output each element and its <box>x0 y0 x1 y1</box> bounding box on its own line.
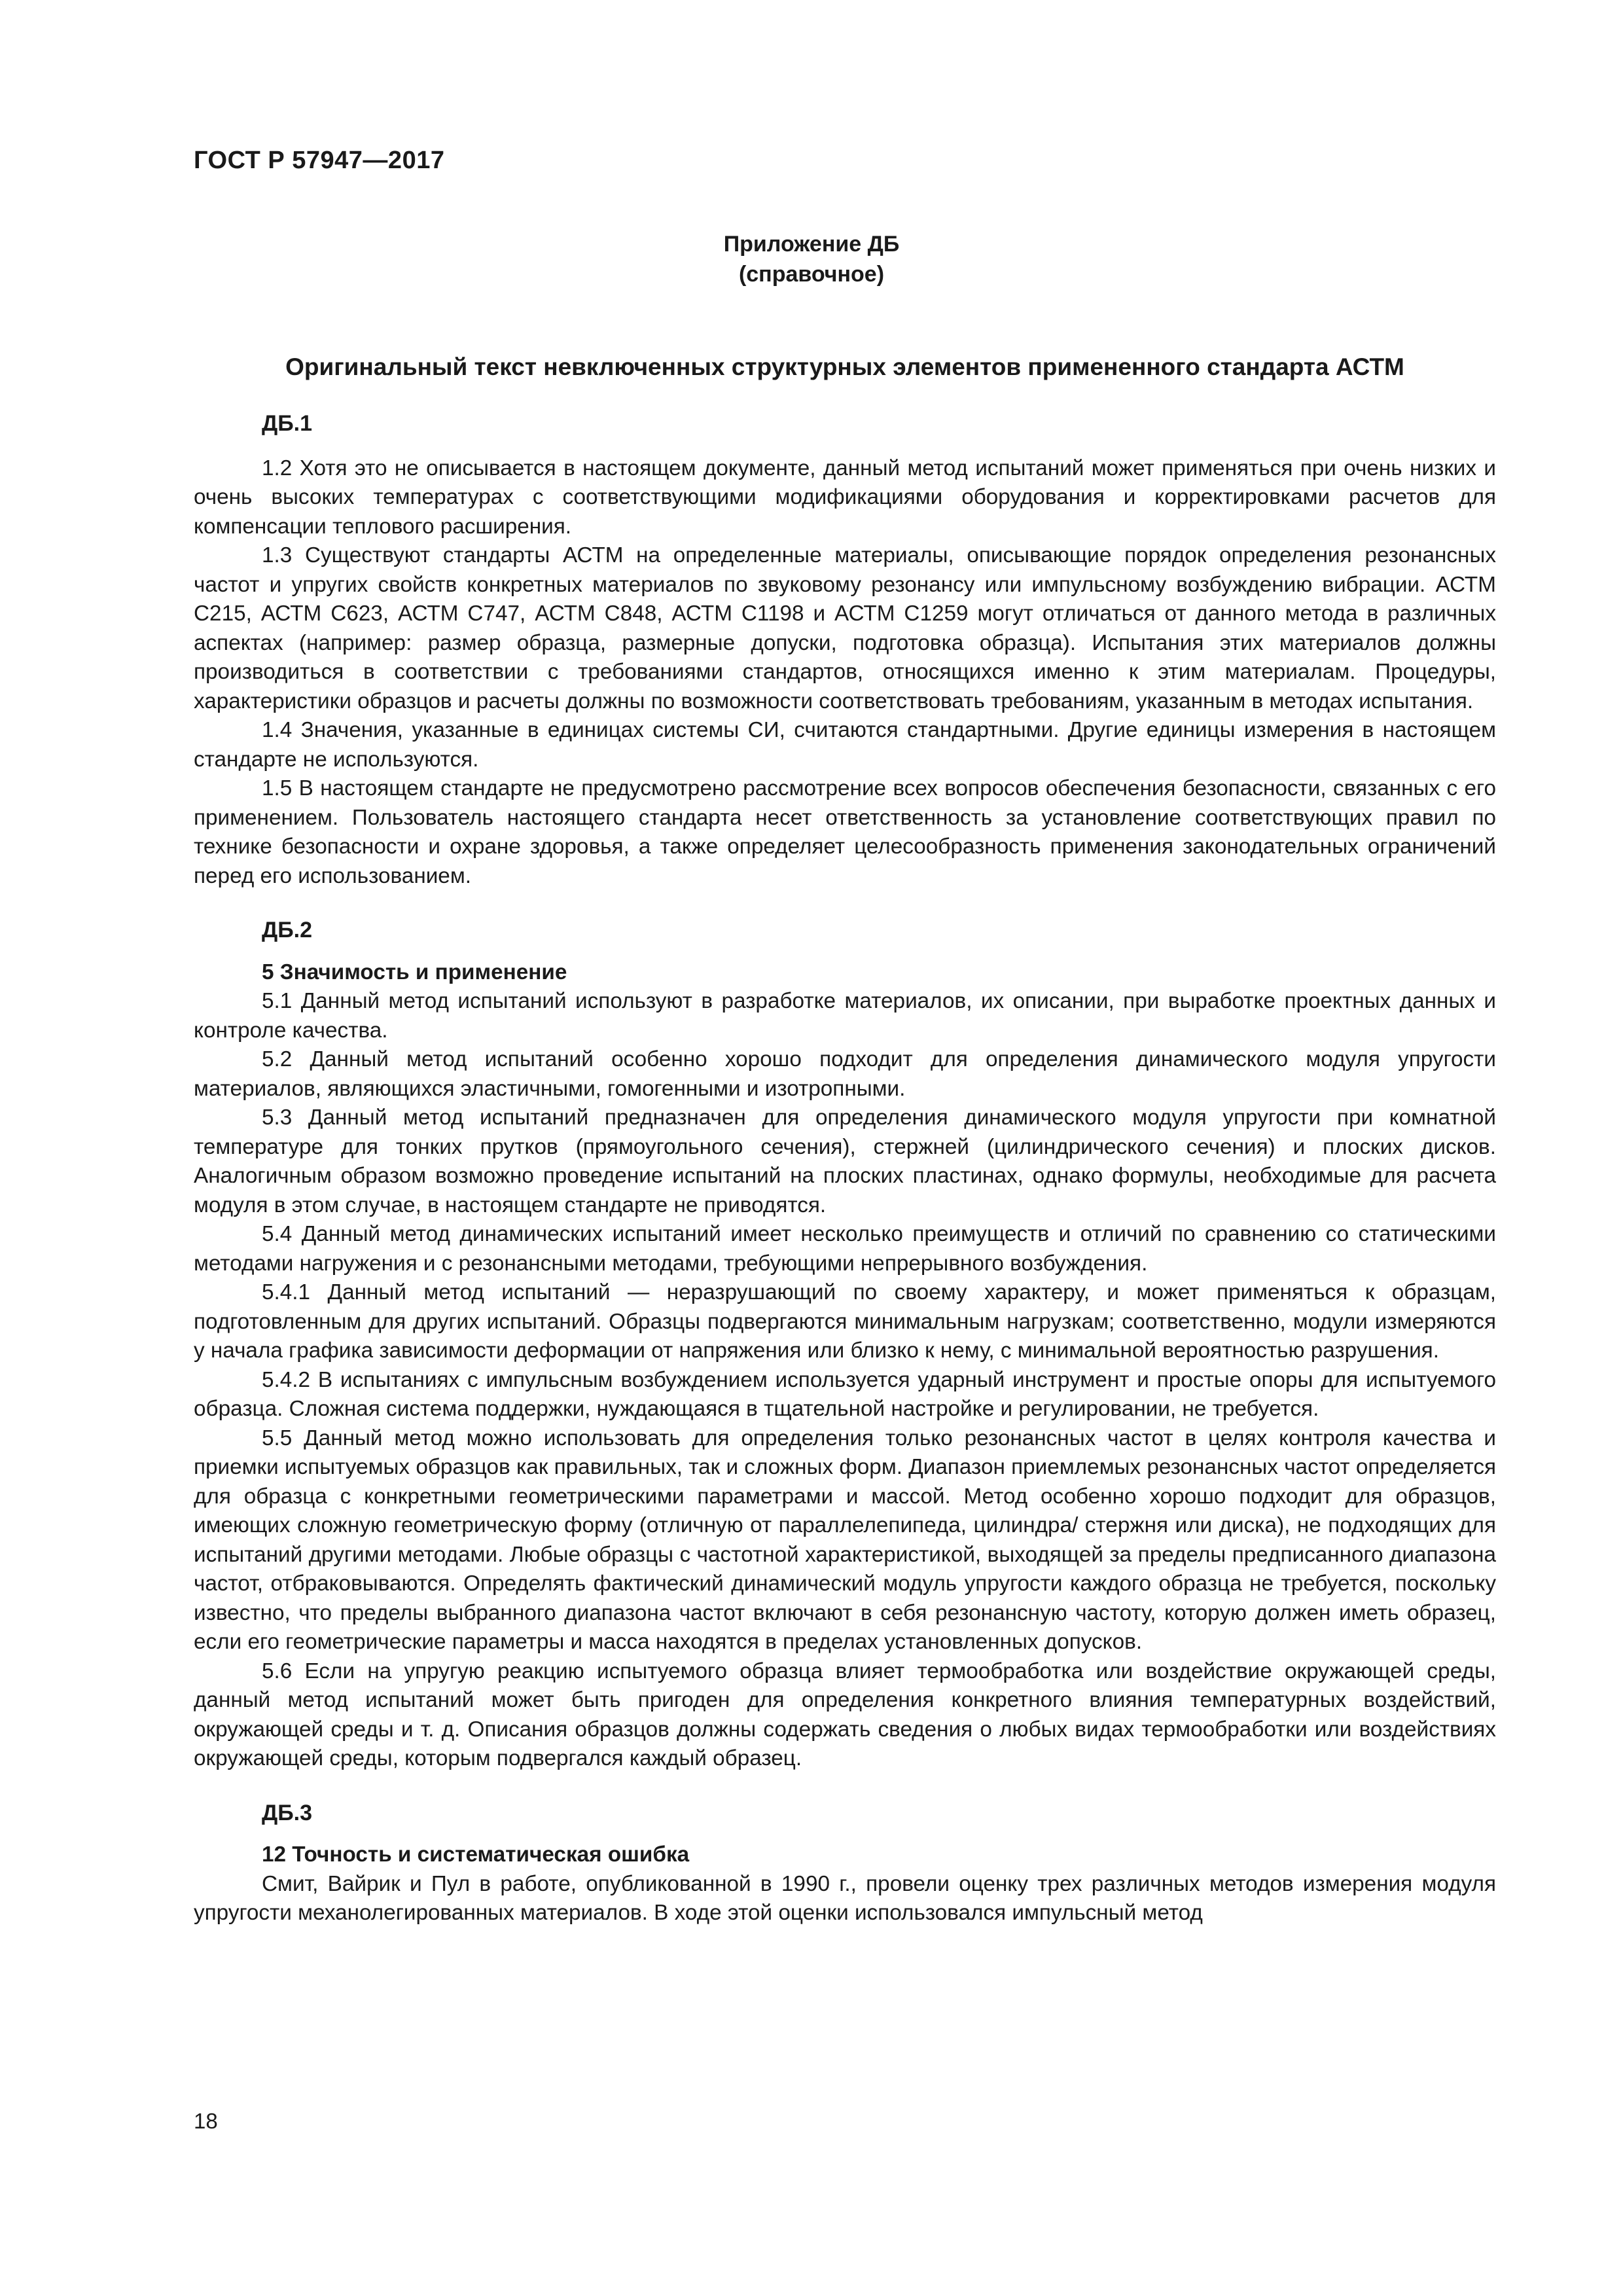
appendix-type: (справочное) <box>738 262 885 287</box>
appendix-heading <box>0 229 1623 289</box>
paragraph-5-4-2: 5.4.2 В испытаниях с импульсным возбуждением используется ударный инструмент и простые опоры для испытуемого образца. Сложная система поддержки, нуждающаяся в тщательной настройке и регулировании, не требуется. <box>194 1367 1496 1421</box>
section-label-db1: ДБ.1 <box>262 411 313 436</box>
paragraph-5-4: 5.4 Данный метод динамических испытаний имеет несколько преимуществ и отличий по сравнению со статическими методами нагружения и с резонансными методами, требующими непрерывного возбуждения. <box>194 1222 1496 1276</box>
paragraph-5-2: 5.2 Данный метод испытаний особенно хорошо подходит для определения динамического модуля упругости материалов, являющихся эластичными, гомогенными и изотропными. <box>194 1047 1496 1101</box>
paragraph-5-6: 5.6 Если на упругую реакцию испытуемого образца влияет термообработка или воздействие окружающей среды, данный метод испытаний может быть пригоден для определения конкретного влияния температурных воздействий, окружающей среды и т. д. Описания образцов должны содержать сведения о любых видах термообработки или воздействиях окружающей среды, которым подвергался каждый образец. <box>194 1659 1496 1770</box>
paragraph-1-3: 1.3 Существуют стандарты АСТМ на определенные материалы, описывающие порядок определения резонансных частот и упругих свойств конкретных материалов по звуковому резонансу или импульсному возбуждению вибрации. АСТМ С215, АСТМ С623, АСТМ С747, АСТМ С848, АСТМ С1198 и АСТМ С1259 могут отличаться от данного метода в различных аспектах (например: размер образца, размерные допуски, подготовка образца). Испытания этих материалов должны производиться в соответствии с требованиями стандартов, относящихся именно к этим материалам. Процедуры, характеристики образцов и расчеты должны по возможности соответствовать требованиям, указанным в методах испытания. <box>194 543 1496 713</box>
paragraph-1-2: 1.2 Хотя это не описывается в настоящем документе, данный метод испытаний может применяться при очень низких и очень высоких температурах с соответствующими модификациями оборудования и корректировками расчетов для компенсации теплового расширения. <box>194 456 1496 539</box>
section-label-db3: ДБ.3 <box>262 1800 313 1825</box>
appendix-title: Оригинальный текст невключенных структурных элементов примененного стандарта АСТМ <box>285 353 1404 380</box>
clause-heading-12: 12 Точность и систематическая ошибка <box>262 1842 690 1867</box>
document-body <box>194 409 1496 1928</box>
paragraph-1-4: 1.4 Значения, указанные в единицах системы СИ, считаются стандартными. Другие единицы измерения в настоящем стандарте не используются. <box>194 718 1496 772</box>
section-label-db2: ДБ.2 <box>262 918 313 942</box>
paragraph-5-4-1: 5.4.1 Данный метод испытаний — неразрушающий по своему характеру, и может применяться к образцам, подготовленным для других испытаний. Образцы подвергаются минимальным нагрузкам; соответственно, модули измеряются у начала графика зависимости деформации от напряжения или близко к нему, с минимальной вероятностью разрушения. <box>194 1280 1496 1363</box>
paragraph-12: Смит, Вайрик и Пул в работе, опубликованной в 1990 г., провели оценку трех различных методов измерения модуля упругости механолегированных материалов. В ходе этой оценки использовался импульсный метод <box>194 1871 1496 1925</box>
page-number: 18 <box>194 2109 218 2133</box>
paragraph-1-5: 1.5 В настоящем стандарте не предусмотрено рассмотрение всех вопросов обеспечения безопасности, связанных с его применением. Пользователь настоящего стандарта несет ответственность за установление соответствующих правил по технике безопасности и охране здоровья, а также определяет целесообразность применения законодательных ограничений перед его использованием. <box>194 776 1496 888</box>
appendix-label: Приложение ДБ <box>723 232 900 257</box>
clause-heading-5: 5 Значимость и применение <box>262 960 567 984</box>
paragraph-5-3: 5.3 Данный метод испытаний предназначен для определения динамического модуля упругости при комнатной температуре для тонких прутков (прямоугольного сечения), стержней (цилиндрического сечения) и плоских дисков. Аналогичным образом возможно проведение испытаний на плоских пластинах, однако формулы, необходимые для расчета модуля в этом случае, в настоящем стандарте не приводятся. <box>194 1105 1496 1217</box>
paragraph-5-1: 5.1 Данный метод испытаний используют в разработке материалов, их описании, при выработке проектных данных и контроле качества. <box>194 989 1496 1043</box>
document-code: ГОСТ Р 57947—2017 <box>194 147 445 174</box>
paragraph-5-5: 5.5 Данный метод можно использовать для определения только резонансных частот в целях контроля качества и приемки испытуемых образцов как правильных, так и сложных форм. Диапазон приемлемых резонансных частот определяется для образца с конкретными геометрическими параметрами и массой. Метод особенно хорошо подходит для образцов, имеющих сложную геометрическую форму (отличную от параллелепипеда, цилиндра/ стержня или диска), не подходящих для испытаний другими методами. Любые образцы с частотной характеристикой, выходящей за пределы предписанного диапазона частот, отбраковываются. Определять фактический динамический модуль упругости каждого образца не требуется, поскольку известно, что пределы выбранного диапазона частот включают в себя резонансную частоту, которую должен иметь образец, если его геометрические параметры и масса находятся в пределах установленных допусков. <box>194 1426 1497 1654</box>
